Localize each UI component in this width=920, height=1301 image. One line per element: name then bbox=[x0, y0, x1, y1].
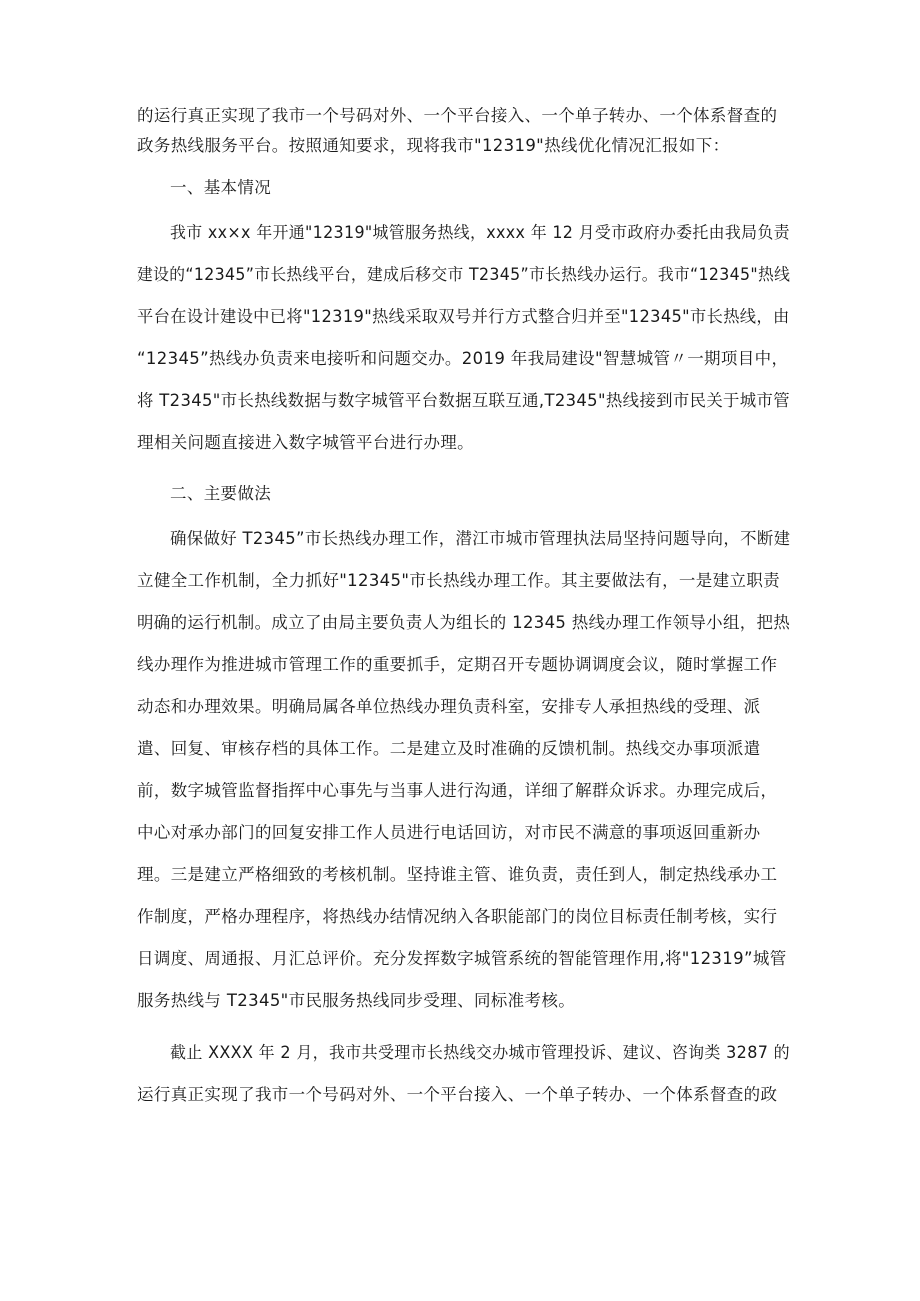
paragraph-line: 前，数字城管监督指挥中心事先与当事人进行沟通，详细了解群众诉求。办理完成后， bbox=[137, 781, 778, 800]
paragraph-line: 日调度、周通报、月汇总评价。充分发挥数字城管系统的智能管理作用,将"12319”城管 bbox=[137, 949, 787, 968]
section-heading-main-practices: 二、主要做法 bbox=[170, 484, 272, 503]
section-heading-basic-situation: 一、基本情况 bbox=[170, 178, 272, 197]
paragraph-line: 的运行真正实现了我市一个号码对外、一个平台接入、一个单子转办、一个体系督查的 bbox=[137, 106, 778, 125]
paragraph-line: 立健全工作机制，全力抓好"12345"市长热线办理工作。其主要做法有，一是建立职责 bbox=[137, 571, 781, 590]
paragraph-line: 作制度，严格办理程序，将热线办结情况纳入各职能部门的岗位目标责任制考核，实行 bbox=[137, 907, 778, 926]
paragraph-line: 我市 xx×x 年开通"12319"城管服务热线，xxxx 年 12 月受市政府办委托由我局负责 bbox=[170, 223, 790, 242]
paragraph-line: 运行真正实现了我市一个号码对外、一个平台接入、一个单子转办、一个体系督查的政 bbox=[137, 1085, 778, 1104]
paragraph-line: 截止 XXXX 年 2 月，我市共受理市长热线交办城市管理投诉、建议、咨询类 3287 的 bbox=[170, 1043, 790, 1062]
paragraph-line: 将 T2345"市长热线数据与数字城管平台数据互联互通,T2345"热线接到市民关于城市管 bbox=[137, 391, 791, 410]
paragraph-line: 明确的运行机制。成立了由局主要负责人为组长的 12345 热线办理工作领导小组，把热 bbox=[137, 613, 791, 632]
paragraph-line: 线办理作为推进城市管理工作的重要抓手，定期召开专题协调调度会议，随时掌握工作 bbox=[137, 655, 778, 674]
paragraph-line: 建设的“12345”市长热线平台，建成后移交市 T2345”市长热线办运行。我市“12345"热线 bbox=[137, 265, 791, 284]
paragraph-line: 动态和办理效果。明确局属各单位热线办理负责科室，安排专人承担热线的受理、派 bbox=[137, 697, 761, 716]
paragraph-line: 理。三是建立严格细致的考核机制。坚持谁主管、谁负责，责任到人，制定热线承办工 bbox=[137, 865, 778, 884]
paragraph-line: 政务热线服务平台。按照通知要求，现将我市"12319"热线优化情况汇报如下： bbox=[137, 136, 730, 155]
paragraph-line: 遣、回复、审核存档的具体工作。二是建立及时准确的反馈机制。热线交办事项派遣 bbox=[137, 739, 761, 758]
paragraph-line: 中心对承办部门的回复安排工作人员进行电话回访，对市民不满意的事项返回重新办 bbox=[137, 823, 761, 842]
paragraph-line: 理相关问题直接进入数字城管平台进行办理。 bbox=[137, 433, 474, 452]
paragraph-line: 确保做好 T2345”市长热线办理工作，潜江市城市管理执法局坚持问题导向，不断建 bbox=[170, 529, 791, 548]
paragraph-line: 平台在设计建设中已将"12319"热线采取双号并行方式整合归并至"12345"市长热线，由 bbox=[137, 307, 790, 326]
paragraph-line: 服务热线与 T2345"市民服务热线同步受理、同标准考核。 bbox=[137, 991, 576, 1010]
paragraph-line: “12345”热线办负责来电接听和问题交办。2019 年我局建设"智慧城管〃一期项目中， bbox=[137, 349, 789, 368]
